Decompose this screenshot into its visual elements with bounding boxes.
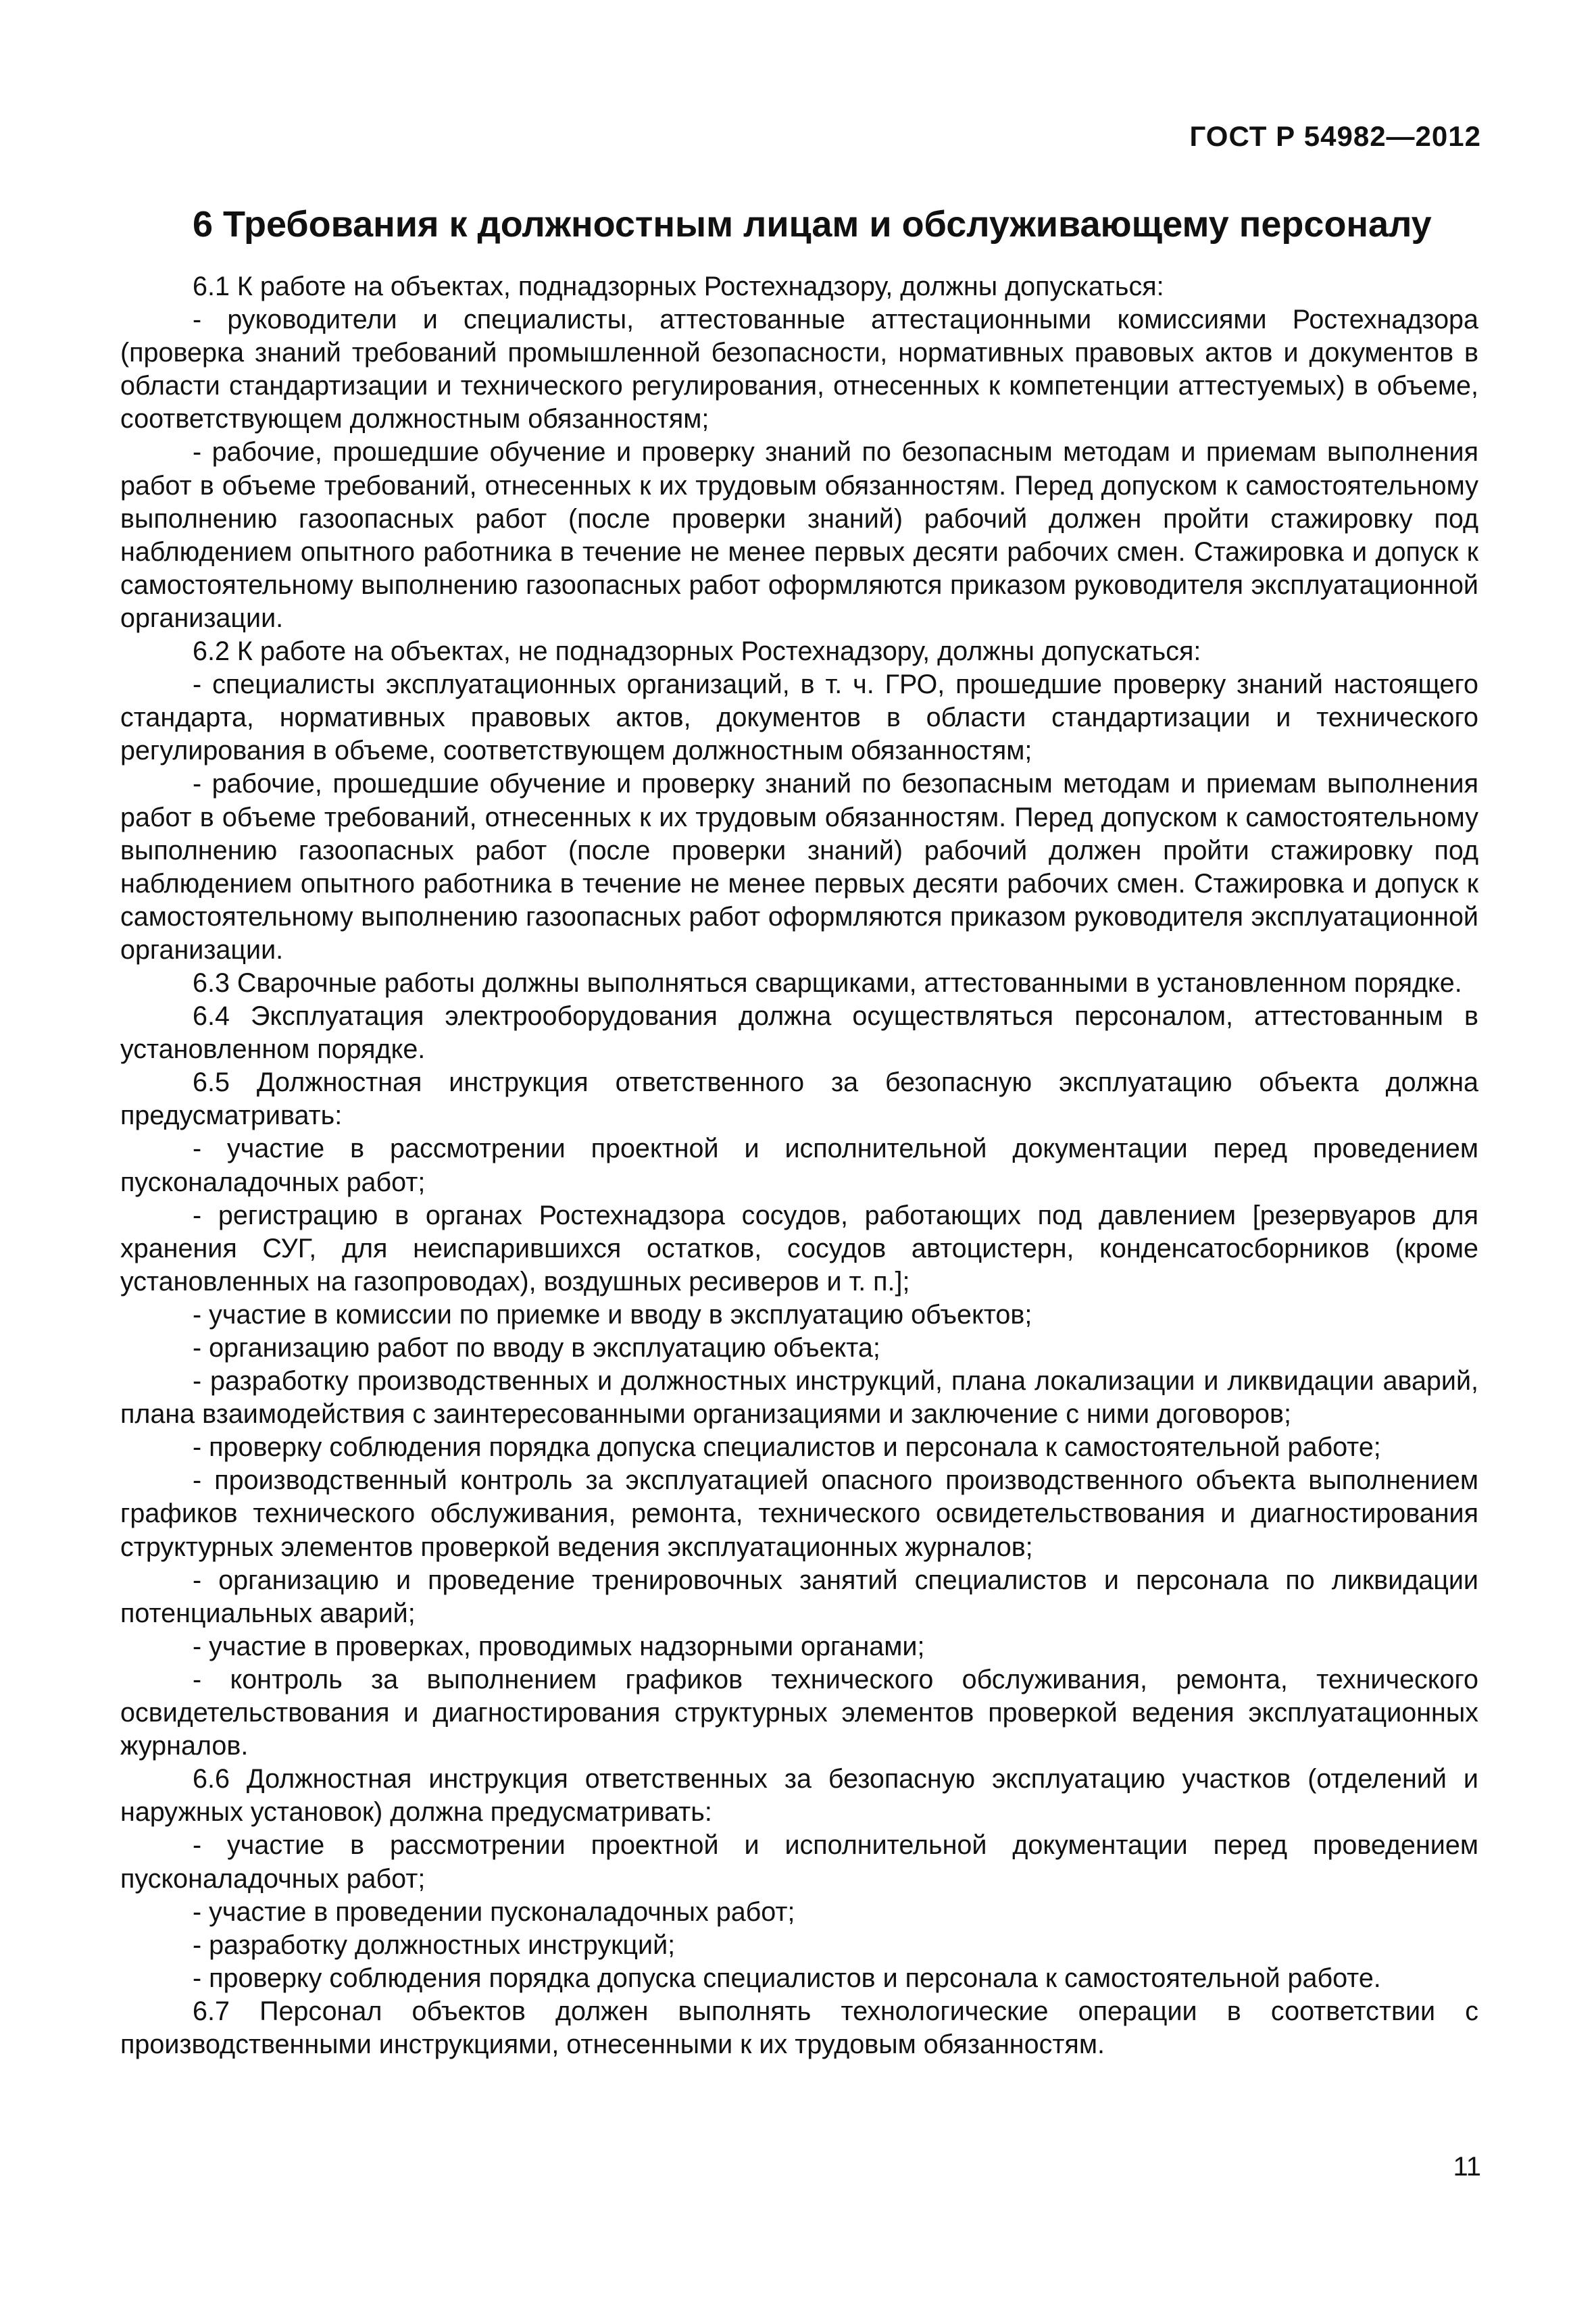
paragraph-6-3: 6.3 Сварочные работы должны выполняться сварщиками, аттестованными в установленном порядке.	[193, 967, 1462, 998]
paragraph-item: - организацию и проведение тренировочных занятий специалистов и персонала по ликвидации потенциальных аварий;	[120, 1565, 1478, 1628]
paragraph-item: - проверку соблюдения порядка допуска специалистов и персонала к самостоятельной работе.	[193, 1963, 1381, 1993]
paragraph-item: - разработку должностных инструкций;	[193, 1930, 676, 1960]
paragraph-item: - регистрацию в органах Ростехнадзора сосудов, работающих под давлением [резервуаров для хранения СУГ, для неиспарившихся остатков, сосудов автоцистерн, конденсатосборников (кроме установленных на газопроводах), воздушных ресиверов и т. п.];	[120, 1200, 1478, 1297]
paragraph-6-2: 6.2 К работе на объектах, не поднадзорных Ростехнадзору, должны допускаться:	[193, 636, 1201, 667]
paragraph-item: - руководители и специалисты, аттестованные аттестационными комиссиями Ростехнадзора (проверка знаний требований промышленной безопасности, нормативных правовых актов и документов в области стандартизации и технического регулирования, отнесенных к компетенции аттестуемых) в объеме, соответствующем должностным обязанностям;	[120, 305, 1478, 434]
section-body	[120, 270, 1478, 2061]
paragraph-item: - рабочие, прошедшие обучение и проверку знаний по безопасным методам и приемам выполнения работ в объеме требований, отнесенных к их трудовым обязанностям. Перед допуском к самостоятельному выполнению газоопасных работ (после проверки знаний) рабочий должен пройти стажировку под наблюдением опытного работника в течение не менее первых десяти рабочих смен. Стажировка и допуск к самостоятельному выполнению газоопасных работ оформляются приказом руководителя эксплуатационной организации.	[120, 437, 1478, 633]
paragraph-6-6: 6.6 Должностная инструкция ответственных за безопасную эксплуатацию участков (отделений и наружных установок) должна предусматривать:	[120, 1764, 1478, 1828]
paragraph-item: - проверку соблюдения порядка допуска специалистов и персонала к самостоятельной работе;	[193, 1432, 1381, 1463]
paragraph-item: - контроль за выполнением графиков технического обслуживания, ремонта, технического освидетельствования и диагностирования структурных элементов проверкой ведения эксплуатационных журналов.	[120, 1664, 1478, 1761]
paragraph-item: - участие в рассмотрении проектной и исполнительной документации перед проведением пусконаладочных работ;	[120, 1830, 1478, 1894]
paragraph-6-4: 6.4 Эксплуатация электрооборудования должна осуществляться персоналом, аттестованным в установленном порядке.	[120, 1001, 1478, 1065]
document-code: ГОСТ Р 54982—2012	[1189, 120, 1481, 152]
paragraph-item: - организацию работ по вводу в эксплуатацию объекта;	[193, 1333, 880, 1363]
paragraph-item: - разработку производственных и должностных инструкций, плана локализации и ликвидации аварий, плана взаимодействия с заинтересованными организациями и заключение с ними договоров;	[120, 1366, 1478, 1430]
paragraph-6-1: 6.1 К работе на объектах, поднадзорных Ростехнадзору, должны допускаться:	[193, 272, 1164, 301]
paragraph-6-7: 6.7 Персонал объектов должен выполнять технологические операции в соответствии с производственными инструкциями, отнесенными к их трудовым обязанностям.	[120, 1996, 1478, 2059]
paragraph-item: - специалисты эксплуатационных организаций, в т. ч. ГРО, прошедшие проверку знаний настоящего стандарта, нормативных правовых актов, документов в области стандартизации и технического регулирования в объеме, соответствующем должностным обязанностям;	[120, 670, 1478, 766]
page-number: 11	[1453, 2152, 1481, 2182]
paragraph-item: - участие в комиссии по приемке и вводу в эксплуатацию объектов;	[193, 1299, 1032, 1330]
section-title: 6 Требования к должностным лицам и обслуживающему персоналу	[193, 204, 1432, 245]
paragraph-item: - участие в рассмотрении проектной и исполнительной документации перед проведением пусконаладочных работ;	[120, 1134, 1478, 1197]
paragraph-item: - участие в проверках, проводимых надзорными органами;	[193, 1631, 925, 1661]
paragraph-6-5: 6.5 Должностная инструкция ответственного за безопасную эксплуатацию объекта должна предусматривать:	[120, 1067, 1478, 1131]
paragraph-item: - рабочие, прошедшие обучение и проверку знаний по безопасным методам и приемам выполнения работ в объеме требований, отнесенных к их трудовым обязанностям. Перед допуском к самостоятельному выполнению газоопасных работ (после проверки знаний) рабочий должен пройти стажировку под наблюдением опытного работника в течение не менее первых десяти рабочих смен. Стажировка и допуск к самостоятельному выполнению газоопасных работ оформляются приказом руководителя эксплуатационной организации.	[120, 769, 1478, 965]
paragraph-item: - участие в проведении пусконаладочных работ;	[193, 1896, 795, 1927]
paragraph-item: - производственный контроль за эксплуатацией опасного производственного объекта выполнением графиков технического обслуживания, ремонта, технического освидетельствования и диагностирования структурных элементов проверкой ведения эксплуатационных журналов;	[120, 1465, 1478, 1562]
